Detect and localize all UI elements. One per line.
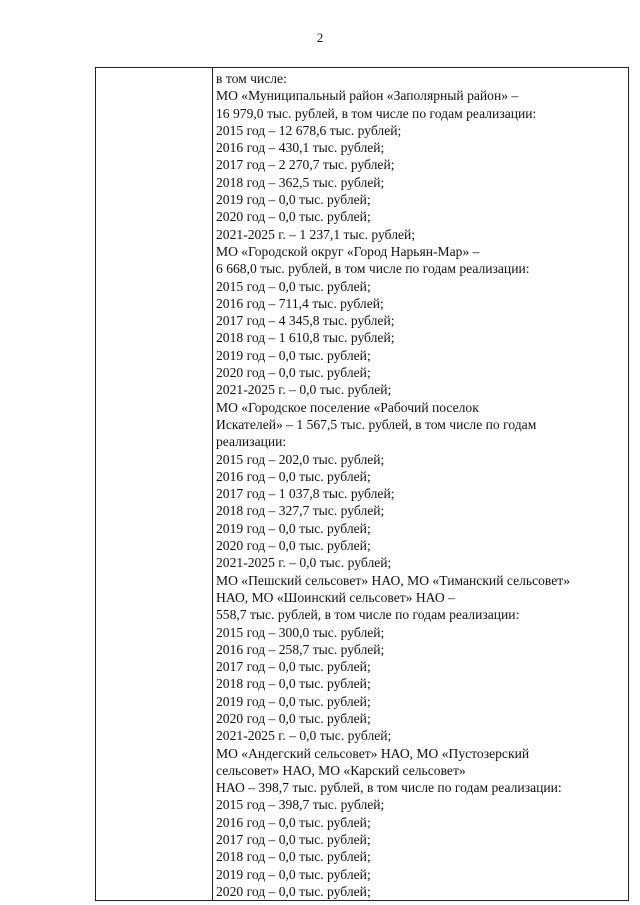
text-line: 2021-2025 г. – 0,0 тыс. рублей; xyxy=(216,555,392,571)
text-line: 2016 год – 430,1 тыс. рублей; xyxy=(216,140,385,156)
text-line: 2016 год – 711,4 тыс. рублей; xyxy=(216,295,384,311)
text-line: 2017 год – 0,0 тыс. рублей; xyxy=(216,832,371,848)
text-line: 2018 год – 362,5 тыс. рублей; xyxy=(216,174,385,190)
text-line: МО «Пешский сельсовет» НАО, МО «Тиманский сельсовет» xyxy=(216,572,571,588)
text-line: 2017 год – 2 270,7 тыс. рублей; xyxy=(216,157,395,173)
content-cell xyxy=(213,68,629,901)
text-line: 2020 год – 0,0 тыс. рублей; xyxy=(216,365,371,381)
text-line: 2021-2025 г. – 1 237,1 тыс. рублей; xyxy=(216,226,416,242)
text-line: 2015 год – 202,0 тыс. рублей; xyxy=(216,451,385,467)
text-line: в том числе: xyxy=(216,71,287,86)
text-line: НАО, МО «Шоинский сельсовет» НАО – xyxy=(216,589,455,605)
text-line: 2020 год – 0,0 тыс. рублей; xyxy=(216,710,371,726)
text-line: МО «Городской округ «Город Нарьян-Мар» – xyxy=(216,243,480,259)
text-line: 6 668,0 тыс. рублей, в том числе по годам реализации: xyxy=(216,261,530,277)
text-lines xyxy=(213,68,628,900)
text-line: 2015 год – 0,0 тыс. рублей; xyxy=(216,278,371,294)
text-line: сельсовет» НАО, МО «Карский сельсовет» xyxy=(216,762,466,778)
text-line: МО «Городское поселение «Рабочий поселок xyxy=(216,399,479,415)
label-cell xyxy=(96,68,213,901)
text-line: МО «Андегский сельсовет» НАО, МО «Пустозерский xyxy=(216,745,530,761)
text-line: 2017 год – 0,0 тыс. рублей; xyxy=(216,659,371,675)
page-number: 2 xyxy=(316,30,324,45)
text-line: 2019 год – 0,0 тыс. рублей; xyxy=(216,347,371,363)
text-line: 2020 год – 0,0 тыс. рублей; xyxy=(216,883,371,899)
text-line: 2019 год – 0,0 тыс. рублей; xyxy=(216,192,371,208)
text-line: 2018 год – 0,0 тыс. рублей; xyxy=(216,676,371,692)
text-line: 2015 год – 398,7 тыс. рублей; xyxy=(216,797,385,813)
text-line: 558,7 тыс. рублей, в том числе по годам реализации: xyxy=(216,607,520,623)
text-line: Искателей» – 1 567,5 тыс. рублей, в том числе по годам xyxy=(216,416,537,432)
text-line: 2019 год – 0,0 тыс. рублей; xyxy=(216,866,371,882)
text-line: 2020 год – 0,0 тыс. рублей; xyxy=(216,538,371,554)
text-line: НАО – 398,7 тыс. рублей, в том числе по годам реализации: xyxy=(216,780,562,796)
financing-table xyxy=(95,67,629,901)
text-line: 2018 год – 327,7 тыс. рублей; xyxy=(216,503,385,519)
text-line: 2019 год – 0,0 тыс. рублей; xyxy=(216,693,371,709)
text-line: 2021-2025 г. – 0,0 тыс. рублей; xyxy=(216,728,392,744)
text-line: 2020 год – 0,0 тыс. рублей; xyxy=(216,209,371,225)
text-line: 2016 год – 0,0 тыс. рублей; xyxy=(216,468,371,484)
text-line: 2015 год – 12 678,6 тыс. рублей; xyxy=(216,122,402,138)
text-line: МО «Муниципальный район «Заполярный район» – xyxy=(216,88,519,104)
text-line: реализации: xyxy=(216,434,287,450)
text-line: 2016 год – 258,7 тыс. рублей; xyxy=(216,641,385,657)
text-line: 2017 год – 1 037,8 тыс. рублей; xyxy=(216,486,395,502)
text-line: 2019 год – 0,0 тыс. рублей; xyxy=(216,520,371,536)
text-line: 2016 год – 0,0 тыс. рублей; xyxy=(216,814,371,830)
text-line: 2015 год – 300,0 тыс. рублей; xyxy=(216,624,385,640)
text-line: 2017 год – 4 345,8 тыс. рублей; xyxy=(216,313,395,329)
text-line: 16 979,0 тыс. рублей, в том числе по годам реализации: xyxy=(216,105,537,121)
text-line: 2021-2025 г. – 0,0 тыс. рублей; xyxy=(216,382,392,398)
text-line: 2018 год – 0,0 тыс. рублей; xyxy=(216,849,371,865)
table-row xyxy=(96,68,629,901)
text-line: 2018 год – 1 610,8 тыс. рублей; xyxy=(216,330,395,346)
